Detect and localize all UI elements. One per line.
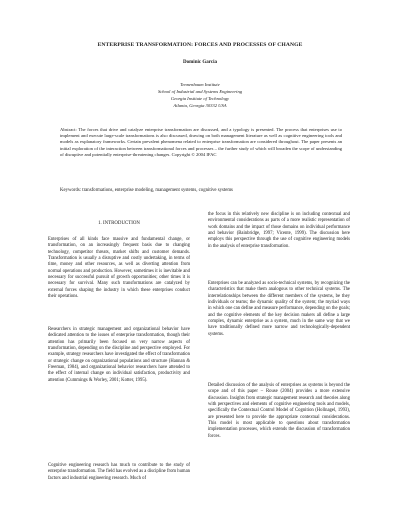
abstract: Abstract: The forces that drive and catalyze enterprise transformation are discussed, and a typology is presented. The process that enterprises use to implement and execute large-scale transformations is also discussed, drawing on both management literature as well as cognitive engineering tools and models as explanatory frameworks. Certain prevalent phenomena related to enterprise transformation are considered throughout. The paper presents an initial exploration of the interaction between transformational forces and processes – the further study of which will broaden the scope of understanding of disruptive and potentially enterprise-threatening changes. Copyright © 2004 IFAC (60, 127, 342, 157)
left-column-paragraph-3: Cognitive engineering research has much to contribute to the study of enterprise transformation. The field has evolved as a discipline from human factors and industrial engineering research. Much of (48, 463, 190, 481)
paper-author: Dominic Garcia (183, 60, 217, 65)
affiliation-line-1: Tennenbaum Institute (180, 82, 220, 87)
right-column-paragraph-3: Detailed discussion of the analysis of enterprises as systems is beyond the scope and of this paper – Rouse (2004) provides a more extensive discussion. Insights from strategic management research and theories along with perspectives and elements of cognitive engineering tools and models, specifically the Contextual Control Model of Cognition (Hollnagel, 1993), are presented here to provide the appropriate contextual considerations. This model is most applicable to questions about transformation implementation processes, which extends the discussion of transformation forces. (208, 383, 350, 439)
affiliation-line-2: School of Industrial and Systems Engineering (157, 89, 243, 94)
right-column-paragraph-1: the focus in this relatively new discipline is on including contextual and environmental considerations as parts of a more realistic representation of work domains and the impact of those domains on individual performance and behavior (Bainbridge, 1997; Vicente, 1999). The discussion here employs this perspective through the use of cognitive engineering models in the analysis of enterprise transformation. (208, 212, 350, 249)
affiliation-line-3: Georgia Institute of Technology (170, 96, 230, 101)
section-heading-introduction: 1. INTRODUCTION (98, 221, 140, 226)
paper-title: ENTERPRISE TRANSFORMATION: FORCES AND PROCESSES OF CHANGE (97, 42, 303, 48)
left-column-paragraph-1: Enterprises of all kinds face massive and fundamental change, or transformation, on an increasingly frequent basis due to changing technology, competitor threats, market shifts and customer demands. Transformation is usually a disruptive and costly undertaking, in terms of time, money and other resources, as well as diverting attention from normal operations and production. However, sometimes it is inevitable and necessary for successful pursuit of growth opportunities; other times it is necessary for survival. Many such transformations are catalyzed by external forces shaping the industry in which these enterprises conduct their operations. (48, 237, 190, 300)
affiliation-line-4: Atlanta, Georgia 30332 USA (173, 103, 227, 108)
right-column-paragraph-2: Enterprises can be analyzed as socio-technical systems, by recognizing the characteristics that make them analogous to other technical systems. The interrelationships between the different members of the systems, be they individuals or teams; the dynamic quality of the system; the myriad ways in which one can define and measure performance, depending on the goals; and the cognitive elements of the key decision makers all define a large complex, dynamic enterprise as a system, much in the same way that we have traditionally defined more narrow and technologically-dependent systems. (208, 281, 350, 337)
left-column-paragraph-2: Researchers in strategic management and organizational behavior have dedicated attention to the issues of enterprise transformation, though their attention has primarily been focused on very narrow aspects of transformation, depending on the discipline and perspective employed. For example, strategy researchers have investigated the effect of transformation or strategic change on organizational populations and structure (Hannan & Freeman, 1984), and organizational behavior researchers have attended to the effect of internal change on individual satisfaction, productivity and attention (Cummings & Worley, 2001; Kotter, 1995). (48, 327, 190, 383)
keywords: Keywords: transformations, enterprise modeling, management systems, cognitive systems (60, 188, 233, 193)
